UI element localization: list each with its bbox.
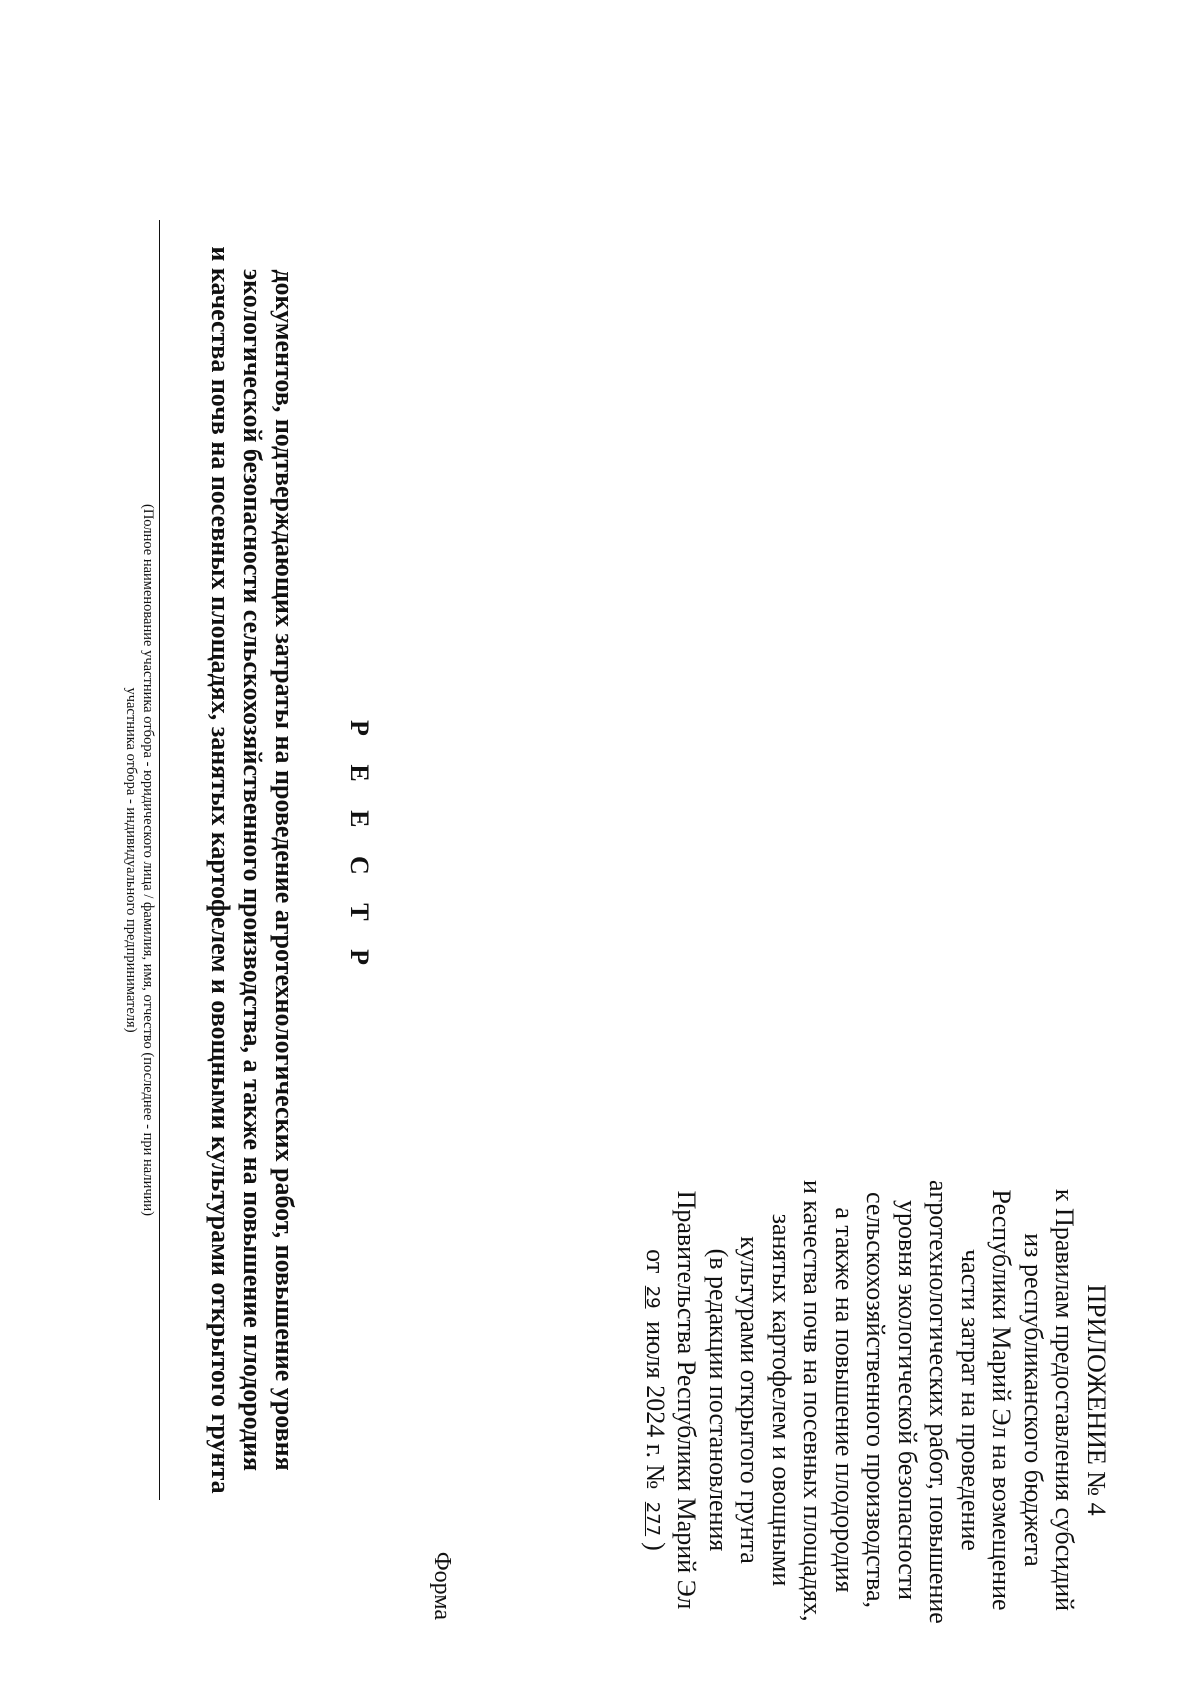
appendix-line: из республиканского бюджета [1019,1233,1048,1567]
decree-number: 277 [642,1501,663,1537]
appendix-line: уровня экологической безопасности [893,1199,922,1601]
appendix-line: и качества почв на посевных площадях, [798,1180,828,1622]
subtitle-line: и качества почв на посевных площадях, занятых картофелем и овощными культурами открытого грунта [206,246,235,1494]
appendix-line: части затрат на проведение [956,1249,985,1551]
date-month-year: июля 2024 г. № [641,1321,670,1490]
appendix-line: а также на повышение плодородия [830,1207,859,1593]
form-label: Форма [429,1551,455,1620]
appendix-line: агротехнологических работ, повышение [924,1180,954,1624]
appendix-block [637,1180,1113,1624]
subtitle-line: документов, подтверждающих затраты на проведение агротехнологических работ, повышение уровня [270,269,299,1471]
appendix-line: занятых картофелем и овощными [767,1213,796,1587]
appendix-title: ПРИЛОЖЕНИЕ № 4 [1082,1284,1111,1516]
document-subtitle [204,120,300,1620]
appendix-line: Республики Марий Эл на возмещение [987,1189,1017,1611]
date-suffix: ) [641,1542,670,1551]
appendix-line: (в редакции постановления [704,1248,733,1552]
subtitle-line: экологической безопасности сельскохозяйственного производства, а также на повышение плодородия [238,268,267,1472]
participant-name-caption [122,220,156,1500]
appendix-line: культурами открытого грунта [735,1236,765,1564]
appendix-date-line [637,1180,672,1620]
caption-line: участника отбора - индивидуального предпринимателя) [123,687,139,1033]
appendix-line: к Правилам предоставления субсидий [1050,1188,1080,1612]
appendix-line: Правительства Республики Марий Эл [672,1190,702,1610]
document-title: Р Е Е С Т Р [345,719,374,977]
caption-line: (Полное наименование участника отбора - юридического лица / фамилия, имя, отчество (последнее - при наличии) [140,503,156,1216]
appendix-line: сельскохозяйственного производства, [861,1191,891,1609]
date-prefix: от [641,1249,670,1274]
date-day: 29 [642,1285,663,1309]
participant-name-underline [159,220,160,1500]
